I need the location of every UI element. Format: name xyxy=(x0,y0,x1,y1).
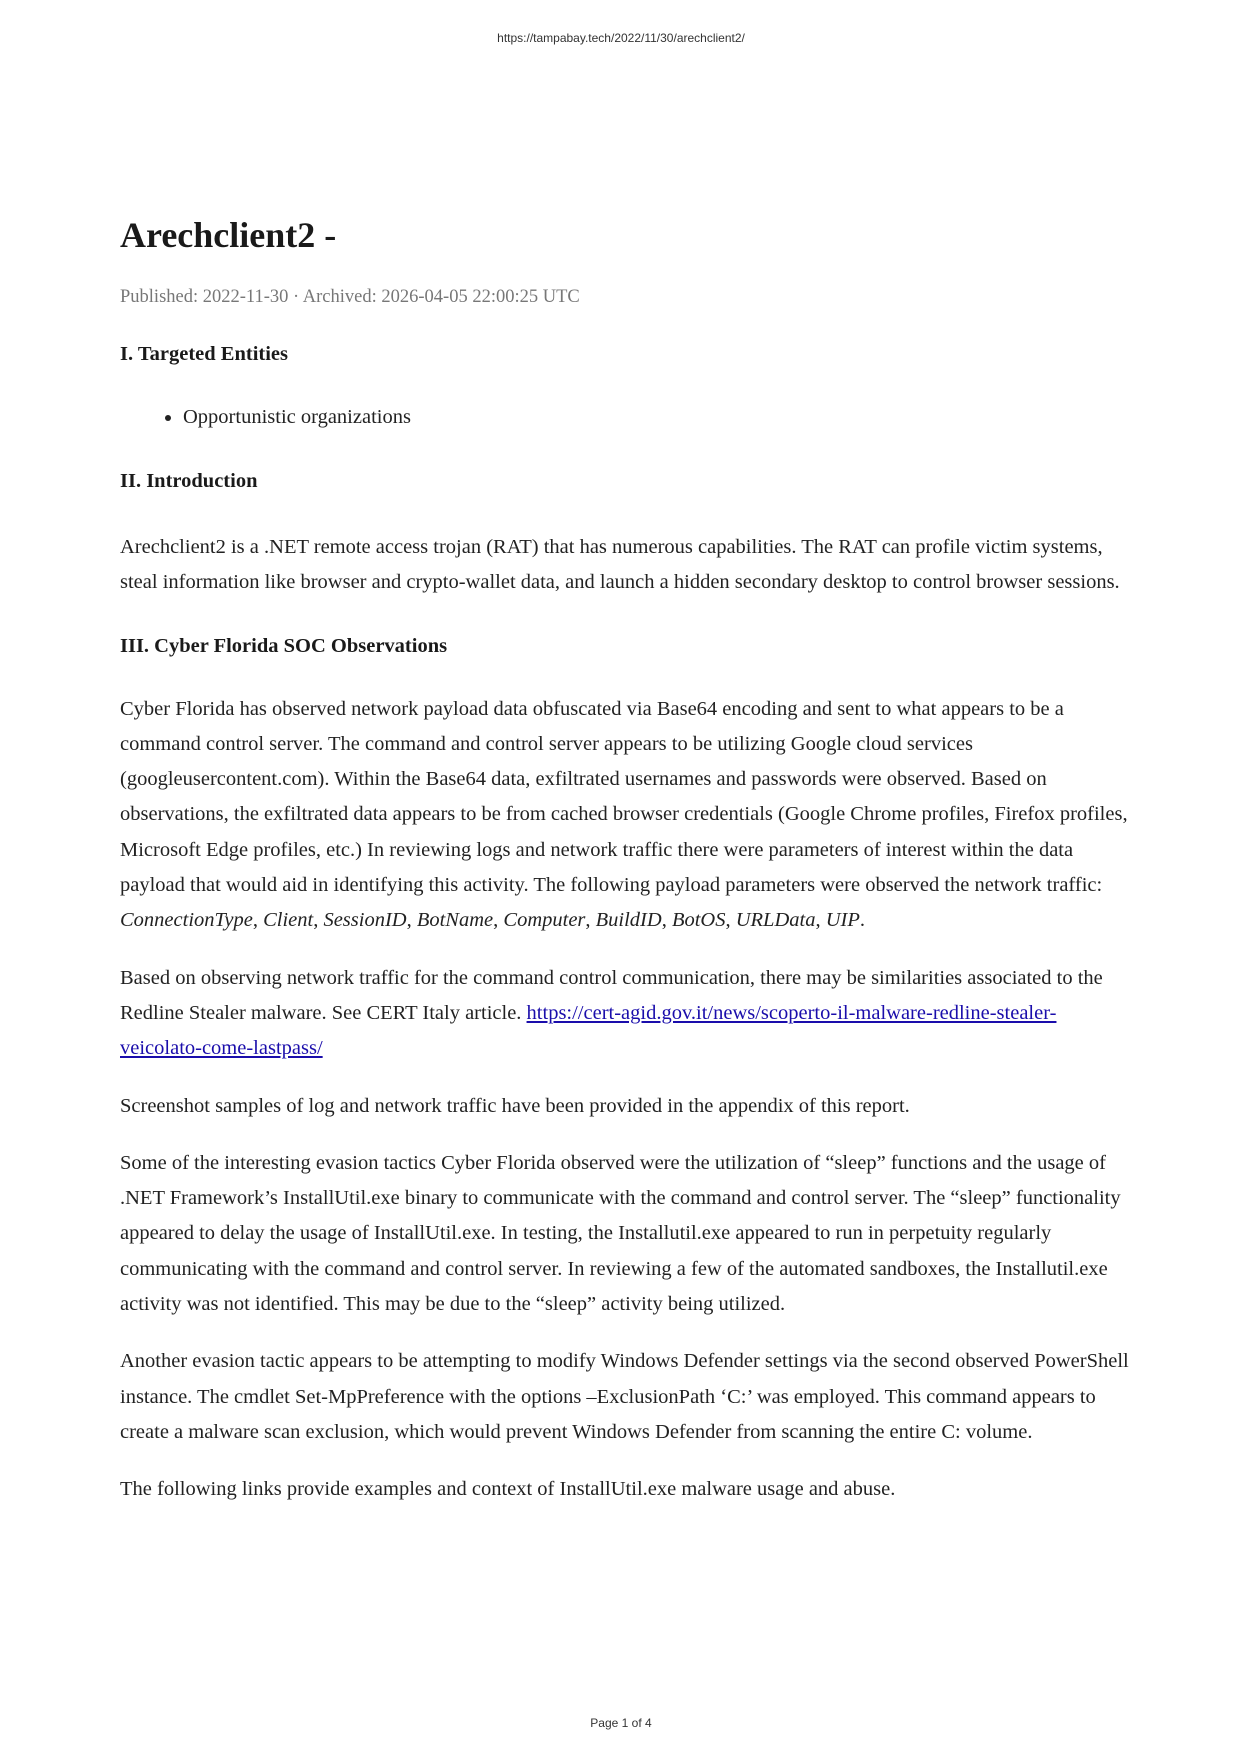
param: SessionID xyxy=(323,909,407,932)
publish-meta: Published: 2022-11-30 · Archived: 2026-04-05 22:00:25 UTC xyxy=(120,287,580,307)
param: Client xyxy=(263,909,314,932)
observations-paragraph-1: Cyber Florida has observed network payload data obfuscated via Base64 encoding and sent to what appears to be a command control server. The command and control server appears to be utilizing Google cloud services (googleusercontent.com). Within the Base64 data, exfiltrated usernames and passwords were observed. Based on observations, the exfiltrated data appears to be from cached browser credentials (Google Chrome profiles, Firefox profiles, Microsoft Edge profiles, etc.) In reviewing logs and network traffic there were parameters of interest within the data payload that would aid in identifying this activity. The following payload parameters were observed the network traffic: ConnectionType, Client, SessionID, BotName, Computer, BuildID, BotOS, URLData, UIP. xyxy=(120,697,1128,932)
observations-paragraph-6: The following links provide examples and context of InstallUtil.exe malware usage and abuse. xyxy=(120,1478,896,1501)
page-title: Arechclient2 - xyxy=(120,215,337,255)
param: URLData xyxy=(735,909,816,932)
page-number: Page 1 of 4 xyxy=(590,1716,652,1730)
heading-soc-observations: III. Cyber Florida SOC Observations xyxy=(120,634,448,657)
observations-paragraph-5: Another evasion tactic appears to be attempting to modify Windows Defender settings via the second observed PowerShell instance. The cmdlet Set-MpPreference with the options –ExclusionPath ‘C:’ was employed. This command appears to create a malware scan exclusion, which would prevent Windows Defender from scanning the entire C: volume. xyxy=(120,1350,1129,1443)
observations-paragraph-3: Screenshot samples of log and network traffic have been provided in the appendix of this report. xyxy=(120,1094,910,1117)
list-item: • Opportunistic organizations xyxy=(183,402,1132,432)
heading-targeted-entities: I. Targeted Entities xyxy=(120,343,288,365)
targeted-entities-list xyxy=(120,402,1132,432)
observations-paragraph-4: Some of the interesting evasion tactics Cyber Florida observed were the utilization of “sleep” functions and the usage of .NET Framework’s InstallUtil.exe binary to communicate with the command and control server. The “sleep” functionality appeared to delay the usage of InstallUtil.exe. In testing, the Installutil.exe appeared to run in perpetuity regularly communicating with the command and control server. In reviewing a few of the automated sandboxes, the Installutil.exe activity was not identified. This may be due to the “sleep” activity being utilized. xyxy=(120,1151,1121,1316)
cert-italy-link[interactable]: https://cert-agid.gov.it/news/scoperto-il-malware-redline-stealer-veicolato-come-lastpass/ xyxy=(120,1001,1057,1060)
observations-paragraph-2 xyxy=(120,961,1132,1067)
paragraph-text: Based on observing network traffic for the command control communication, there may be similarities associated to the Redline Stealer malware. See CERT Italy article. xyxy=(120,966,1103,1024)
param: Computer xyxy=(503,909,586,932)
param: BotOS xyxy=(671,909,726,932)
param: BotName xyxy=(416,909,494,932)
param: ConnectionType xyxy=(120,909,253,932)
paragraph-text: Cyber Florida has observed network payload data obfuscated via Base64 encoding and sent to what appears to be a command control server. The command and control server appears to be utilizing Google cloud services (googleusercontent.com). Within the Base64 data, exfiltrated usernames and passwords were observed. Based on observations, the exfiltrated data appears to be from cached browser credentials (Google Chrome profiles, Firefox profiles, Microsoft Edge profiles, etc.) In reviewing logs and network traffic there were parameters of interest within the data payload that would aid in identifying this activity. The following payload parameters were observed the network traffic: xyxy=(120,697,1128,897)
intro-paragraph: Arechclient2 is a .NET remote access trojan (RAT) that has numerous capabilities. The RAT can profile victim systems, steal information like browser and crypto-wallet data, and launch a hidden secondary desktop to control browser sessions. xyxy=(120,536,1120,594)
param: BuildID xyxy=(595,909,662,932)
heading-introduction: II. Introduction xyxy=(120,470,258,492)
param: UIP xyxy=(825,909,860,932)
article xyxy=(120,210,1132,1508)
print-header-url: https://tampabay.tech/2022/11/30/arechclient2/ xyxy=(497,31,745,45)
